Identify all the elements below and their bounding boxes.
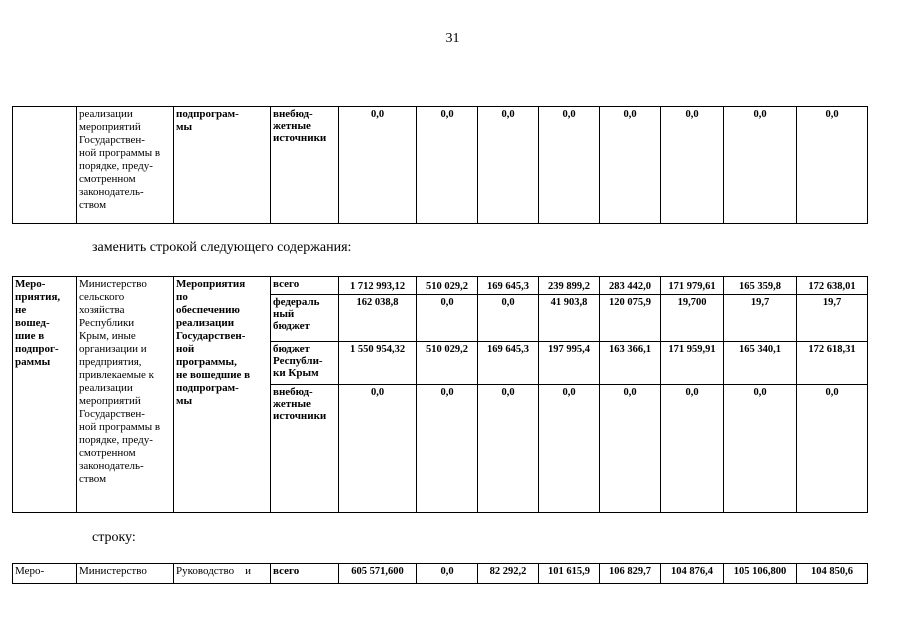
value-cell: 0,0 xyxy=(478,107,539,224)
value-cell: 0,0 xyxy=(478,295,539,342)
value-cell: 0,0 xyxy=(417,385,478,513)
value-cell: 0,0 xyxy=(600,107,661,224)
executor-cell: Министерство xyxy=(77,564,174,584)
table-next-row xyxy=(12,563,868,584)
value-cell: 165 340,1 xyxy=(724,342,797,385)
value-cell: 0,0 xyxy=(797,385,868,513)
value-cell: 0,0 xyxy=(661,107,724,224)
value-cell: 0,0 xyxy=(661,385,724,513)
value-cell: 0,0 xyxy=(339,107,417,224)
table-row xyxy=(13,107,868,224)
funding-source-cell: всего xyxy=(271,277,339,295)
table-row xyxy=(13,277,868,295)
value-cell: 163 366,1 xyxy=(600,342,661,385)
value-cell: 0,0 xyxy=(339,385,417,513)
value-cell: 1 712 993,12 xyxy=(339,277,417,295)
value-cell: 104 850,6 xyxy=(797,564,868,584)
value-cell: 171 959,91 xyxy=(661,342,724,385)
value-cell: 169 645,3 xyxy=(478,342,539,385)
value-cell: 41 903,8 xyxy=(539,295,600,342)
value-cell: 1 550 954,32 xyxy=(339,342,417,385)
row-instruction: строку: xyxy=(92,530,136,545)
value-cell: 510 029,2 xyxy=(417,342,478,385)
value-cell: 172 638,01 xyxy=(797,277,868,295)
event-description-cell: Руководство и xyxy=(174,564,271,584)
value-cell: 172 618,31 xyxy=(797,342,868,385)
value-cell: 101 615,9 xyxy=(539,564,600,584)
funding-source-cell: федераль ный бюджет xyxy=(271,295,339,342)
executor-cell: реализации мероприятий Государствен- ной программы в порядке, преду- смотренном законодатель- ством xyxy=(77,107,174,224)
value-cell: 0,0 xyxy=(478,385,539,513)
event-description-cell: подпрограм- мы xyxy=(174,107,271,224)
table-row xyxy=(13,564,868,584)
value-cell: 0,0 xyxy=(600,385,661,513)
value-cell: 0,0 xyxy=(797,107,868,224)
value-cell: 171 979,61 xyxy=(661,277,724,295)
table-fragment-old xyxy=(12,106,868,224)
value-cell: 162 038,8 xyxy=(339,295,417,342)
value-cell: 82 292,2 xyxy=(478,564,539,584)
value-cell: 0,0 xyxy=(539,107,600,224)
value-cell: 19,7 xyxy=(724,295,797,342)
value-cell: 104 876,4 xyxy=(661,564,724,584)
value-cell: 283 442,0 xyxy=(600,277,661,295)
value-cell: 197 995,4 xyxy=(539,342,600,385)
value-cell: 0,0 xyxy=(417,564,478,584)
value-cell: 106 829,7 xyxy=(600,564,661,584)
funding-source-cell: внебюд- жетные источники xyxy=(271,107,339,224)
funding-source-cell: внебюд- жетные источники xyxy=(271,385,339,513)
value-cell: 0,0 xyxy=(417,295,478,342)
page-number: 31 xyxy=(445,31,460,46)
value-cell: 105 106,800 xyxy=(724,564,797,584)
value-cell: 120 075,9 xyxy=(600,295,661,342)
event-description-cell: Мероприятия по обеспечению реализации Государствен- ной программы, не вошедшие в подпрограм- мы xyxy=(174,277,271,513)
replace-instruction: заменить строкой следующего содержания: xyxy=(92,240,352,255)
value-cell: 0,0 xyxy=(539,385,600,513)
event-name-cell: Меро- xyxy=(13,564,77,584)
funding-source-cell: бюджет Республи- ки Крым xyxy=(271,342,339,385)
table-replacement xyxy=(12,276,868,513)
value-cell: 19,700 xyxy=(661,295,724,342)
event-name-cell: Меро- приятия, не вошед- шие в подпрог- раммы xyxy=(13,277,77,513)
value-cell: 0,0 xyxy=(417,107,478,224)
value-cell: 239 899,2 xyxy=(539,277,600,295)
executor-cell: Министерство сельского хозяйства Республики Крым, иные организации и предприятия, привлекаемые к реализации мероприятий Государствен- ной программы в порядке, преду- смотренном законодатель- ством xyxy=(77,277,174,513)
value-cell: 19,7 xyxy=(797,295,868,342)
event-name-cell xyxy=(13,107,77,224)
value-cell: 510 029,2 xyxy=(417,277,478,295)
value-cell: 165 359,8 xyxy=(724,277,797,295)
funding-source-cell: всего xyxy=(271,564,339,584)
value-cell: 169 645,3 xyxy=(478,277,539,295)
value-cell: 0,0 xyxy=(724,385,797,513)
value-cell: 0,0 xyxy=(724,107,797,224)
value-cell: 605 571,600 xyxy=(339,564,417,584)
